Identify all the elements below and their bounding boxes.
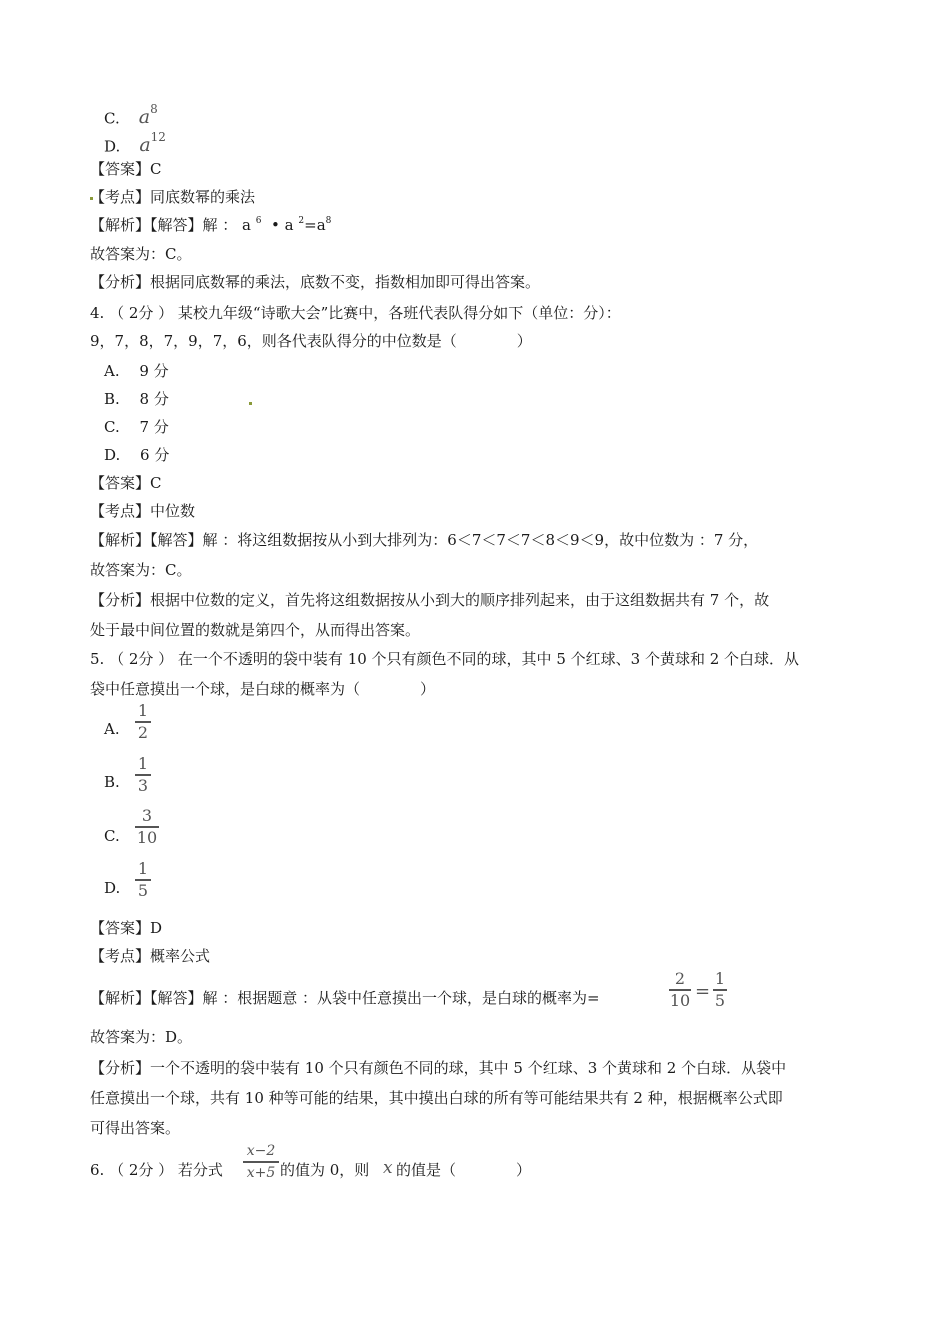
q5-analysis-fraction-1: 2 10 xyxy=(669,969,691,1010)
q6-stem-tail: 的值是（ ） xyxy=(396,1161,532,1179)
q4-explain-line1: 【分析】根据中位数的定义，首先将这组数据按从小到大的顺序排列起来，由于这组数据共有 7 个，故 xyxy=(90,591,770,609)
q5-explain-line1: 【分析】一个不透明的袋中装有 10 个只有颜色不同的球，其中 5 个红球、3 个黄球和 2 个白球．从袋中 xyxy=(90,1059,787,1077)
q6-variable: x xyxy=(383,1158,393,1178)
q3-conclusion: 故答案为：C。 xyxy=(90,245,192,263)
q3-option-c: C. $a^8$ xyxy=(104,102,158,129)
q4-conclusion: 故答案为：C。 xyxy=(90,561,192,579)
marker-dot xyxy=(249,402,252,405)
q5-option-b-fraction: 1 3 xyxy=(135,755,151,795)
q4-stem-line1: 4. （ 2分 ） 某校九年级“诗歌大会”比赛中，各班代表队得分如下（单位：分）： xyxy=(90,304,621,322)
q4-topic: 【考点】中位数 xyxy=(90,502,196,520)
q5-explain-line3: 可得出答案。 xyxy=(90,1119,181,1137)
q5-option-c-label: C. xyxy=(104,827,120,845)
q5-analysis-fraction-2: 1 5 xyxy=(714,969,726,1010)
q5-conclusion: 故答案为：D。 xyxy=(90,1028,193,1046)
q6-stem-mid: 的值为 0，则 xyxy=(280,1161,370,1179)
q3-answer: 【答案】C xyxy=(90,160,162,178)
q4-answer: 【答案】C xyxy=(90,474,162,492)
q5-option-a-fraction: 1 2 xyxy=(135,702,151,742)
q4-option-d: D. 6 分 xyxy=(104,446,170,464)
q5-explain-line2: 任意摸出一个球，共有 10 种等可能的结果，其中摸出白球的所有等可能结果共有 2 种，根据概率公式即 xyxy=(90,1089,783,1107)
q5-option-d-label: D. xyxy=(104,879,121,897)
q5-option-b-label: B. xyxy=(104,773,120,791)
option-d-math: $a^{12}$ xyxy=(139,130,166,157)
q6-fraction: x−2 x+5 xyxy=(243,1142,279,1182)
q5-answer: 【答案】D xyxy=(90,919,163,937)
q5-analysis-equals: = xyxy=(695,981,711,1002)
q4-explain-line2: 处于最中间位置的数就是第四个，从而得出答案。 xyxy=(90,621,421,639)
q5-option-d-fraction: 1 5 xyxy=(135,860,151,900)
q4-stem-line2: 9，7，8，7，9，7，6，则各代表队得分的中位数是（ ） xyxy=(90,332,532,350)
q5-stem-line1: 5. （ 2分 ） 在一个不透明的袋中装有 10 个只有颜色不同的球，其中 5 个红球、3 个黄球和 2 个白球．从 xyxy=(90,650,800,668)
q4-option-b: B. 8 分 xyxy=(104,390,169,408)
q5-analysis: 【解析】【解答】解 ：根据题意 ：从袋中任意摸出一个球，是白球的概率为= xyxy=(90,989,600,1007)
q3-explain: 【分析】根据同底数幂的乘法，底数不变，指数相加即可得出答案。 xyxy=(90,273,541,291)
q6-stem-prefix: 6. （ 2分 ） 若分式 xyxy=(90,1161,223,1179)
q3-topic: 【考点】同底数幂的乘法 xyxy=(90,188,256,206)
q4-analysis: 【解析】【解答】解 ：将这组数据按从小到大排列为：6＜7＜7＜7＜8＜9＜9，故中位数为 ：7 分， xyxy=(90,531,759,549)
q3-analysis: 【解析】【解答】解 ： a $^6$ • a $^2=a^8$ xyxy=(90,216,332,234)
q4-option-a: A. 9 分 xyxy=(104,362,169,380)
q5-option-c-fraction: 3 10 xyxy=(136,806,158,847)
q5-option-a-label: A. xyxy=(104,720,120,738)
option-c-math: $a^8$ xyxy=(138,102,158,129)
q4-option-c: C. 7 分 xyxy=(104,418,169,436)
q3-option-d: D. $a^{12}$ xyxy=(104,130,166,157)
q5-stem-line2: 袋中任意摸出一个球，是白球的概率为（ ） xyxy=(90,680,436,698)
q5-topic: 【考点】概率公式 xyxy=(90,947,211,965)
